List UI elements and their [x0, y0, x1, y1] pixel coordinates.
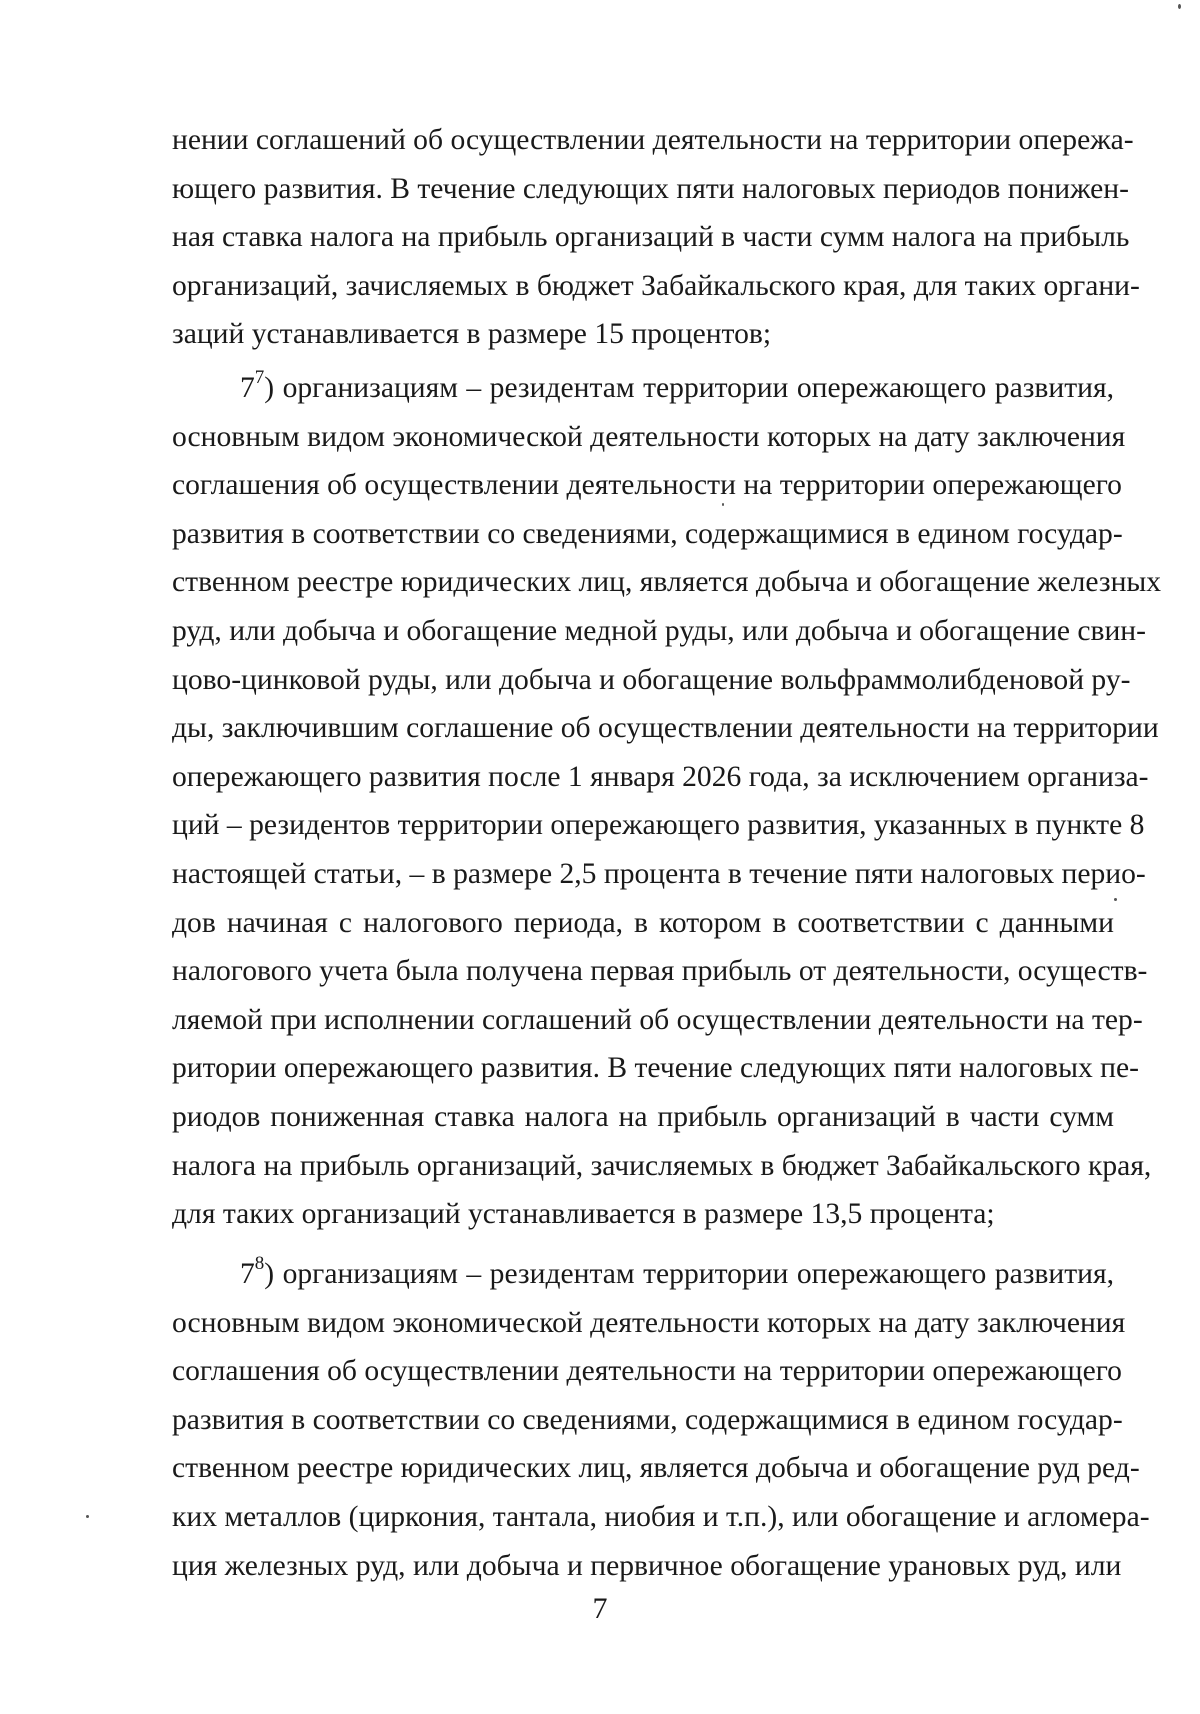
text-line: для таких организаций устанавливается в размере 13,5 процента;: [172, 1198, 995, 1231]
text-line: налогового учета была получена первая прибыль от деятельности, осуществ-: [172, 955, 1148, 988]
text-line: ритории опережающего развития. В течение следующих пяти налоговых пе-: [172, 1052, 1139, 1085]
text-line: организаций, зачисляемых в бюджет Забайкальского края, для таких органи-: [172, 269, 1140, 302]
scan-speck: [86, 1515, 89, 1518]
text-line: основным видом экономической деятельности которых на дату заключения: [172, 1306, 1126, 1339]
text-line: ющего развития. В течение следующих пяти налоговых периодов понижен-: [172, 172, 1129, 205]
text-line: риодов пониженная ставка налога на прибыль организаций в части сумм: [172, 1100, 1114, 1133]
item-first-line-text: ) организациям – резидентам территории опережающего развития,: [264, 1258, 1114, 1290]
item-7-8: [172, 1250, 1150, 1590]
scan-speck: [1178, 4, 1181, 9]
item-first-line: [172, 364, 1114, 413]
text-line: ция железных руд, или добыча и первичное обогащение урановых руд, или: [172, 1549, 1122, 1582]
paragraph: [172, 364, 1162, 1239]
paragraph-continuation: [172, 116, 1140, 359]
text-line: ций – резидентов территории опережающего развития, указанных в пункте 8: [172, 809, 1145, 842]
text-line: настоящей статьи, – в размере 2,5 процента в течение пяти налоговых перио-: [172, 857, 1146, 890]
text-line: нении соглашений об осуществлении деятельности на территории опережа-: [172, 124, 1134, 156]
item-superscript: 7: [254, 367, 265, 389]
item-number: 7: [240, 1258, 255, 1290]
paragraph: [172, 1250, 1150, 1590]
text-line: развития в соответствии со сведениями, содержащимися в едином государ-: [172, 517, 1123, 550]
text-line: ляемой при исполнении соглашений об осуществлении деятельности на тер-: [172, 1003, 1143, 1036]
text-line: основным видом экономической деятельности которых на дату заключения: [172, 420, 1126, 453]
item-first-line-text: ) организациям – резидентам территории опережающего развития,: [264, 372, 1114, 404]
text-line: ды, заключившим соглашение об осуществлении деятельности на территории: [172, 712, 1159, 745]
text-line: цово-цинковой руды, или добыча и обогащение вольфраммолибденовой ру-: [172, 663, 1131, 696]
scan-speck: [722, 503, 724, 506]
page-number: 7: [592, 1592, 608, 1625]
item-7-7: [172, 364, 1162, 1239]
text-line: соглашения об осуществлении деятельности на территории опережающего: [172, 469, 1122, 502]
text-line: руд, или добыча и обогащение медной руды, или добыча и обогащение свин-: [172, 614, 1146, 647]
text-line: дов начиная с налогового периода, в котором в соответствии с данными: [172, 906, 1114, 939]
item-number: 7: [240, 372, 255, 404]
scan-speck: [1114, 898, 1117, 901]
paragraph: [172, 116, 1140, 359]
text-line: ная ставка налога на прибыль организаций в части сумм налога на прибыль: [172, 221, 1130, 254]
text-line: ственном реестре юридических лиц, является добыча и обогащение руд ред-: [172, 1452, 1140, 1485]
text-line: развития в соответствии со сведениями, содержащимися в едином государ-: [172, 1403, 1123, 1436]
text-line: опережающего развития после 1 января 2026 года, за исключением организа-: [172, 760, 1149, 793]
item-first-line: [172, 1250, 1114, 1299]
text-line: заций устанавливается в размере 15 процентов;: [172, 318, 772, 351]
text-line: ких металлов (циркония, тантала, ниобия и т.п.), или обогащение и агломера-: [172, 1500, 1150, 1533]
text-line: ственном реестре юридических лиц, является добыча и обогащение железных: [172, 566, 1162, 599]
text-line: соглашения об осуществлении деятельности на территории опережающего: [172, 1355, 1122, 1388]
text-line: налога на прибыль организаций, зачисляемых в бюджет Забайкальского края,: [172, 1149, 1152, 1182]
item-superscript: 8: [254, 1253, 265, 1275]
